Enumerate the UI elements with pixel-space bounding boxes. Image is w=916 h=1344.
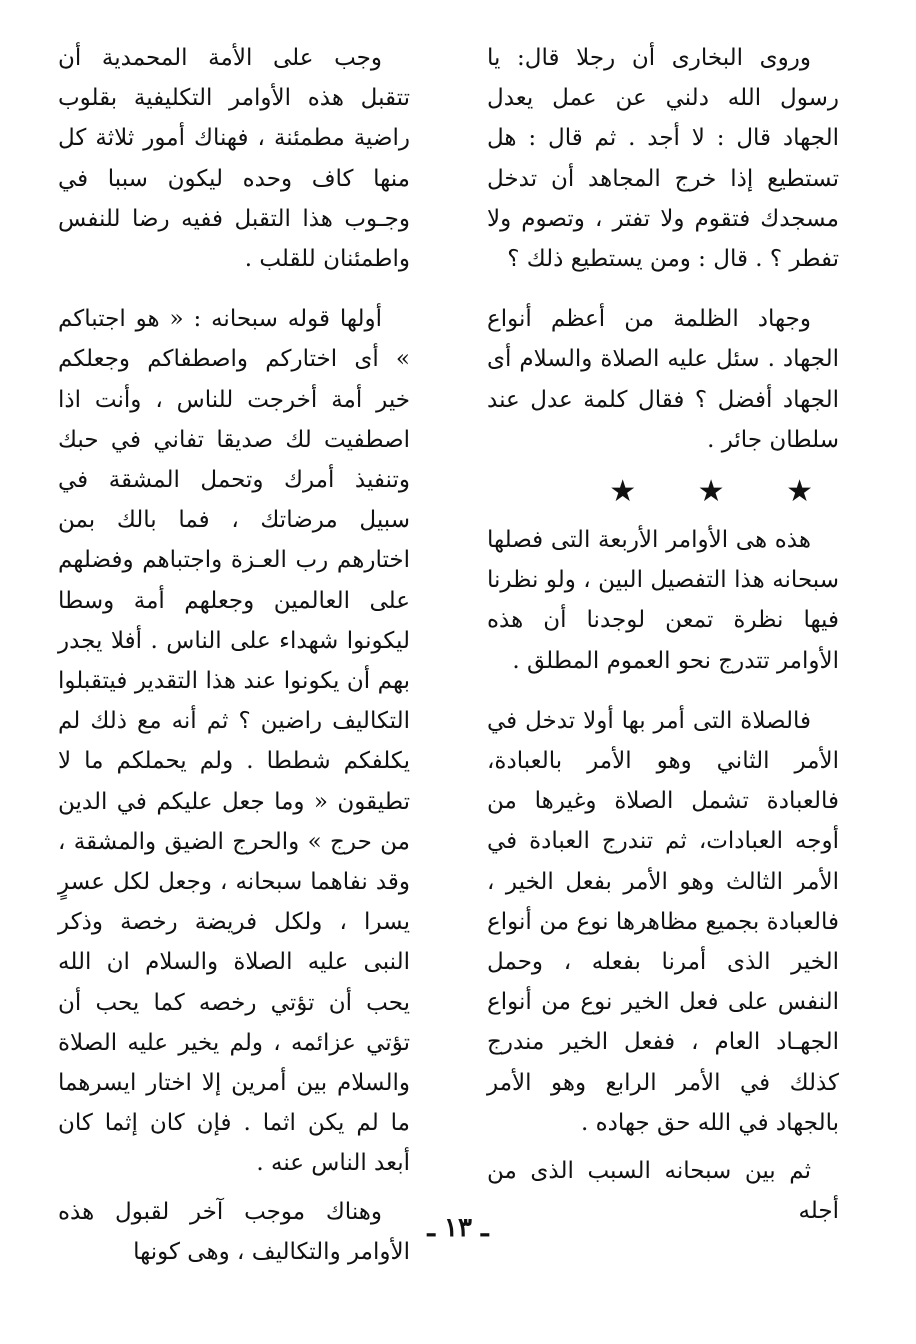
paragraph: وجهاد الظلمة من أعظم أنواع الجهاد . سئل عليه الصلاة والسلام أى الجهاد أفضل ؟ فقال كلمة عدل عند سلطان جائر . — [487, 306, 839, 453]
paragraph: ثم بين سبحانه السبب الذى من أجله — [487, 1158, 839, 1225]
paragraph: وروى البخارى أن رجلا قال: يا رسول الله دلني عن عمل يعدل الجهاد قال : لا أجد . ثم قال : هل تستطيع إذا خرج المجاهد أن تدخل مسجدك فتقوم ولا تفتر ، وتصوم ولا تفطر ؟ . قال : ومن يستطيع ذلك ؟ — [487, 45, 839, 273]
paragraph: هذه هى الأوامر الأربعة التى فصلها سبحانه هذا التفصيل البين ، ولو نظرنا فيها نظرة تمعن لوجدنا أن هذه الأوامر تتدرج نحو العموم المطلق . — [487, 527, 839, 674]
paragraph: فالصلاة التى أمر بها أولا تدخل في الأمر الثاني وهو الأمر بالعبادة، فالعبادة تشمل الصلاة وغيرها من أوجه العبادات، ثم تندرج العبادة في الأمر الثالث وهو الأمر بفعل الخير ، فالعبادة بجميع مظاهرها نوع من أنواع الخير الذى أمرنا بفعله ، وحمل النفس على فعل الخير نوع من أنواع الجهـاد العام ، ففعل الخير مندرج كذلك في الأمر الرابع وهو الأمر بالجهاد في الله حق جهاده . — [487, 707, 839, 1136]
section-divider-stars: ★ ★ ★ — [609, 474, 839, 510]
left-column — [58, 38, 410, 1272]
paragraph: أولها قوله سبحانه : « هو اجتباكم » أى اختاركم واصطفاكم وجعلكم خير أمة أخرجت للناس ، وأنت اذا اصطفيت لك صديقا تفاني في حبك وتنفيذ أمرك وتحمل المشقة في سبيل مرضاتك ، فما بالك بمن اختارهم رب العـزة واجتباهم وفضلهم على العالمين وجعلهم أمة وسطا ليكونوا شهداء على الناس . أفلا يجدر بهم أن يكونوا عند هذا التقدير فيتقبلوا التكاليف راضين ؟ ثم أنه مع ذلك لم يكلفكم شططا . ولم يحملكم ما لا تطيقون « وما جعل عليكم في الدين من حرج » والحرج الضيق والمشقة ، وقد نفاهما سبحانه ، وجعل لكل عسرٍ يسرا ، ولكل فريضة رخصة وذكر النبى عليه الصلاة والسلام ان الله يحب أن تؤتي رخصه كما يحب أن تؤتي عزائمه ، ولم يخير عليه الصلاة والسلام بين أمرين إلا اختار ايسرهما ما لم يكن اثما . فإن كان إثما كان أبعد الناس عنه . — [58, 306, 410, 1177]
right-column — [487, 38, 839, 1231]
page-number: ـ ١٣ ـ — [427, 1213, 489, 1243]
paragraph: وجب على الأمة المحمدية أن تتقبل هذه الأوامر التكليفية بقلوب راضية مطمئنة ، فهناك أمور ثلاثة كل منها كاف وحده ليكون سببا في وجـوب هذا التقبل ففيه رضا للنفس واطمئنان للقلب . — [58, 45, 410, 273]
paragraph: وهناك موجب آخر لقبول هذه الأوامر والتكاليف ، وهى كونها — [58, 1198, 410, 1265]
